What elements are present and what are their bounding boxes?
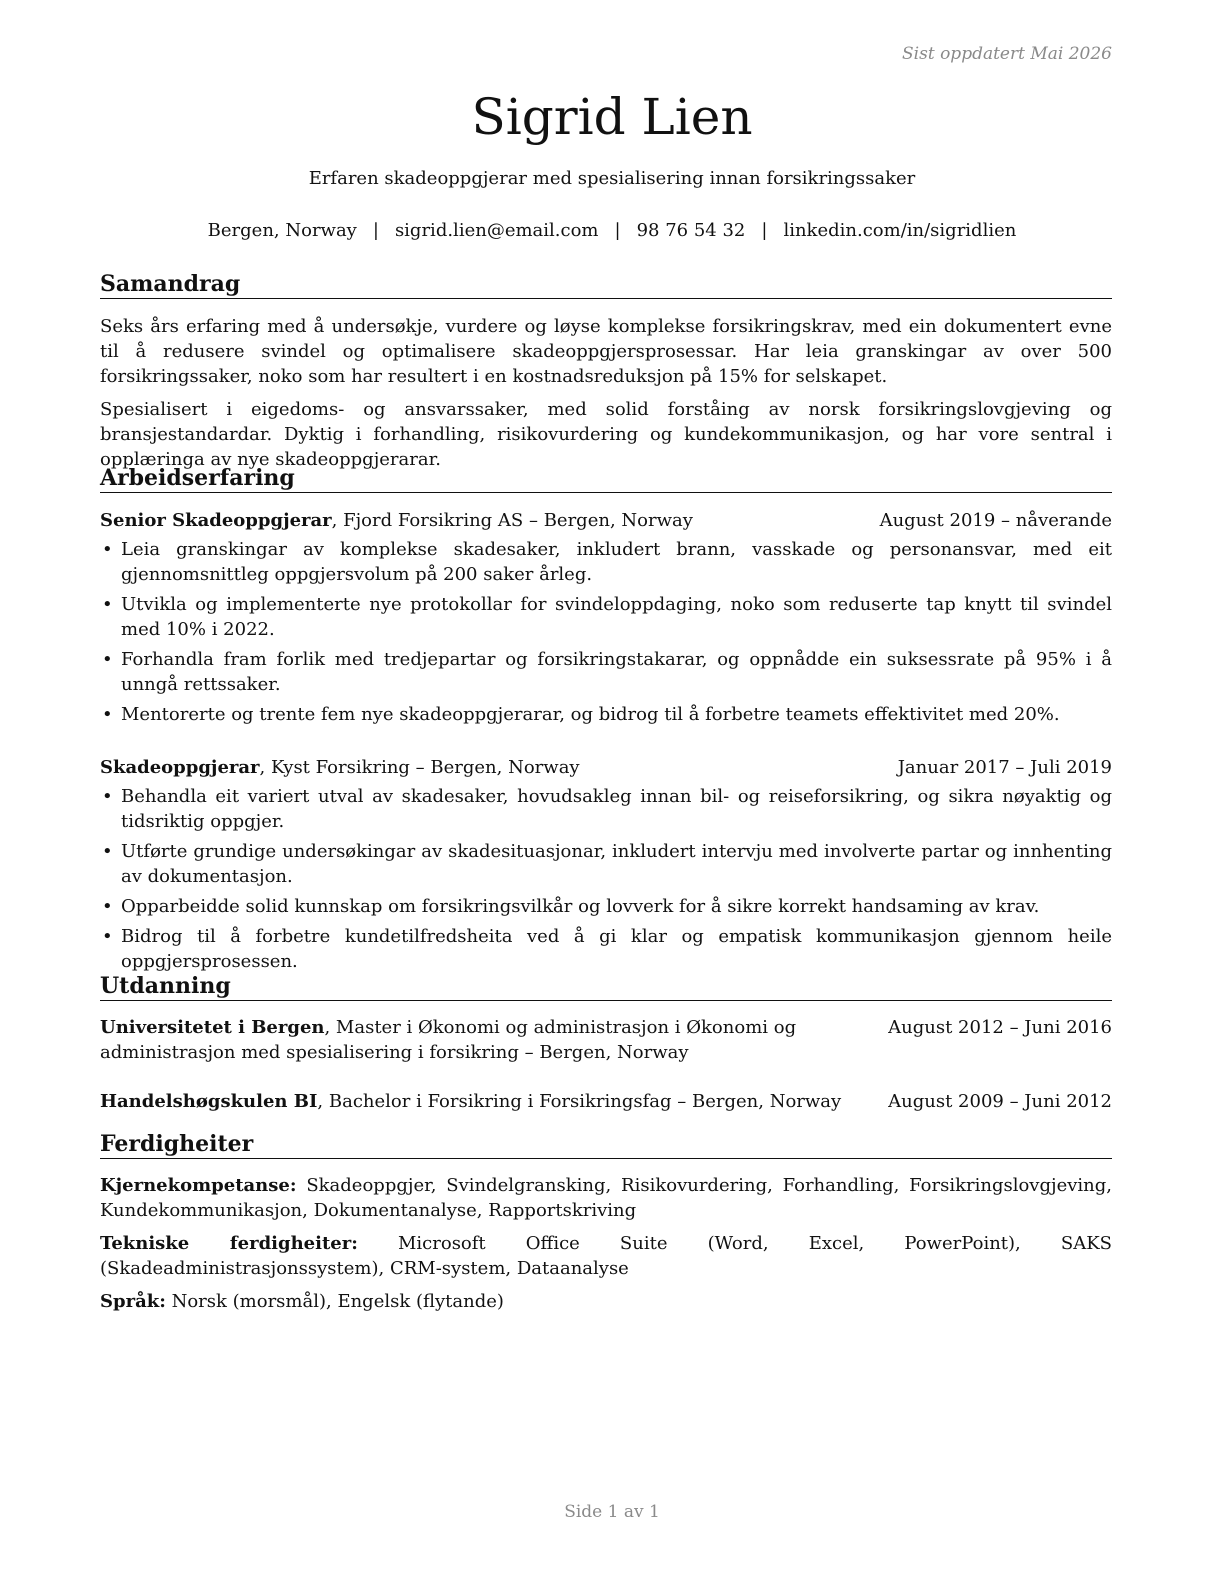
list-item: • Utførte grundige undersøkingar av skadesituasjonar, inkludert intervju med involverte partar og innhenting av dokumentasjon. (100, 839, 1112, 889)
job-role: Senior Skadeoppgjerar (100, 510, 332, 531)
list-item: • Mentorerte og trente fem nye skadeoppgjerarar, og bidrog til å forbetre teamets effektivitet med 20%. (100, 702, 1112, 727)
list-item: • Behandla eit variert utval av skadesaker, hovudsakleg innan bil- og reiseforsikring, og sikra nøyaktig og tidsriktig oppgjer. (100, 784, 1112, 834)
skill-value: Skadeoppgjer, Svindelgransking, Risikovurdering, Forhandling, Forsikringslovgjeving, Kundekommunikasjon, Dokumentanalyse, Rapportskriving (100, 1175, 1112, 1221)
summary-section (100, 314, 1112, 480)
list-item: • Leia granskingar av komplekse skadesaker, inkludert brann, vasskade og personansvar, med eit gjennomsnittleg oppgjersvolum på 200 saker årleg. (100, 537, 1112, 587)
education-school-details (100, 1089, 880, 1114)
skill-label: Språk: (100, 1291, 166, 1312)
list-item: • Utvikla og implementerte nye protokollar for svindeloppdaging, noko som reduserte tap knytt til svindel med 10% i 2022. (100, 592, 1112, 642)
job-entry (100, 755, 1112, 979)
summary-paragraph: Spesialisert i eigedoms- og ansvarssaker, med solid forståing av norsk forsikringslovgjeving og bransjestandardar. Dyktig i forhandling, risikovurdering og kundekommunikasjon, og har vore sentral i opplæringa av nye skadeoppgjerarar. (100, 399, 1112, 470)
education-dates: August 2009 – Juni 2012 (888, 1091, 1112, 1112)
job-role-company (100, 755, 580, 780)
education-entry (100, 1015, 1112, 1065)
skill-value: Norsk (morsmål), Engelsk (flytande) (171, 1291, 504, 1312)
candidate-name: Sigrid Lien (471, 88, 753, 146)
job-bullets (100, 537, 1112, 727)
contact-separator: | (614, 220, 621, 241)
education-school-details (100, 1015, 880, 1065)
job-role: Skadeoppgjerar (100, 757, 260, 778)
job-bullets (100, 784, 1112, 974)
education-row (100, 1015, 1112, 1065)
job-dates: August 2019 – nåverande (879, 510, 1112, 531)
education-details: , Bachelor i Forsikring i Forsikringsfag – Bergen, Norway (317, 1091, 842, 1112)
tagline: Erfaren skadeoppgjerar med spesialisering innan forsikringssaker (308, 168, 916, 189)
education-row (100, 1089, 1112, 1114)
skill-row (100, 1231, 1112, 1281)
list-item: • Opparbeidde solid kunnskap om forsikringsvilkår og lovverk for å sikre korrekt handsaming av krav. (100, 894, 1112, 919)
list-item: • Bidrog til å forbetre kundetilfredsheita ved å gi klar og empatisk kommunikasjon gjennom heile oppgjersprosessen. (100, 924, 1112, 974)
contact-line (0, 218, 1224, 244)
contact-email[interactable]: sigrid.lien@email.com (394, 220, 599, 241)
skill-row (100, 1289, 1112, 1314)
job-header (100, 755, 1112, 780)
education-school: Universitetet i Bergen (100, 1017, 325, 1038)
section-title-education: Utdanning (100, 972, 1112, 1001)
contact-linkedin[interactable]: linkedin.com/in/sigridlien (783, 220, 1017, 241)
job-header (100, 508, 1112, 533)
skill-label: Kjernekompetanse: (100, 1175, 297, 1196)
contact-separator: | (372, 220, 379, 241)
page-number: Side 1 av 1 (564, 1502, 660, 1522)
contact-separator: | (761, 220, 768, 241)
skill-row (100, 1173, 1112, 1223)
skill-label: Tekniske ferdigheiter: (100, 1233, 358, 1254)
skills-section (100, 1173, 1112, 1322)
education-school: Handelshøgskulen BI (100, 1091, 318, 1112)
summary-paragraph: Seks års erfaring med å undersøkje, vurdere og løyse komplekse forsikringskrav, med ein dokumentert evne til å redusere svindel og optimalisere skadeoppgjersprosessar. Har leia granskingar av over 500 forsikringssaker, noko som har resultert i en kostnadsreduksjon på 15% for selskapet. (100, 316, 1112, 387)
education-dates: August 2012 – Juni 2016 (888, 1017, 1112, 1038)
contact-phone: 98 76 54 32 (636, 220, 746, 241)
job-role-company (100, 508, 693, 533)
education-entry (100, 1089, 1112, 1114)
list-item: • Forhandla fram forlik med tredjepartar og forsikringstakarar, og oppnådde ein suksessrate på 95% i å unngå rettssaker. (100, 647, 1112, 697)
section-title-skills: Ferdigheiter (100, 1130, 1112, 1159)
job-dates: Januar 2017 – Juli 2019 (897, 757, 1112, 778)
section-title-experience: Arbeidserfaring (100, 464, 1112, 493)
job-company: , Kyst Forsikring – Bergen, Norway (259, 757, 580, 778)
contact-location: Bergen, Norway (207, 220, 357, 241)
job-company: , Fjord Forsikring AS – Bergen, Norway (331, 510, 693, 531)
skill-value: Microsoft Office Suite (Word, Excel, PowerPoint), SAKS (Skadeadministrasjonssystem), CRM-system, Dataanalyse (100, 1233, 1112, 1279)
job-entry (100, 508, 1112, 732)
education-details: , Master i Økonomi og administrasjon i Økonomi og administrasjon med spesialisering i forsikring – Bergen, Norway (100, 1017, 797, 1063)
section-title-summary: Samandrag (100, 270, 1112, 299)
last-updated: Sist oppdatert Mai 2026 (902, 44, 1112, 64)
